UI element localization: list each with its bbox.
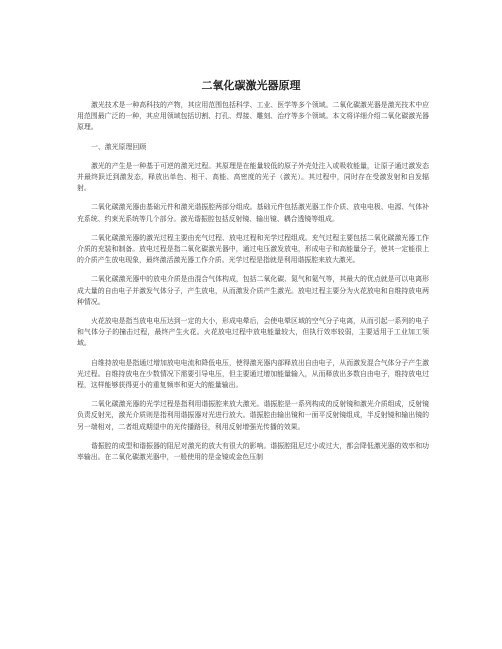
paragraph-components: 二氧化碳激光器由基础元件和激光谐振腔两部分组成。基础元件包括激光器工作介质、放电电极、电源、气体补充系统、约束光系统等几个部分。激光谐振腔包括反射镜、输出镜、耦合透镜等组成。 [77, 203, 429, 223]
paragraph-optical-process: 二氧化碳激光器的光学过程是指利用谐振腔来放大激光。谐振腔是一系列构成的反射镜和激光介质组成，反射镜负责反射光，激光介质则是指利用谐振器对光进行放大。谐振腔由输出镜和一面平反射镜组成，半反射镜和输出镜的另一端相对，二者组成期望中的光传播路径，利用反射增强光传播的效果。 [77, 400, 429, 431]
paragraph-self-sustained-discharge: 自维持放电是指通过增加放电电流和降低电压，使得激光器内部释放出自由电子，从而激发混合气体分子产生激光过程。自维持放电在少数情况下需要引导电压，但主要通过增加能量输入，从而释放出多数自由电子，维持放电过程，这样能够获得更小的重复频率和更大的能量输出。 [77, 358, 429, 390]
paragraph-laser-generation: 激光的产生是一种基于可逆的激光过程。其原理是在能量较低的原子外壳处注入或吸收能量，让原子通过激发态并最终跃迁到激发态，释放出单色、相干、高能、高密度的光子（激光）。其过程中，同时存在受激发射和自发辐射。 [77, 161, 429, 193]
paragraph-discharge-medium: 二氧化碳激光器中的放电介质是由混合气体构成，包括二氧化碳、氮气和氦气等，其最大的优点就是可以电离形成大量的自由电子并激发气体分子，产生放电，从而激发介质产生激光。放电过程主要分为火花放电和自维持放电两种情况。 [77, 275, 429, 306]
paragraph-intro: 激光技术是一种高科技的产物，其应用范围包括科学、工业、医学等多个领域。二氧化碳激光器是激光技术中应用范围最广泛的一种，其应用领域包括切割、打孔、焊接、雕刻、治疗等多个领域。本文将详细介绍二氧化碳激光器原理。 [77, 101, 429, 132]
document-body [77, 100, 429, 471]
paragraph-spark-discharge: 火花放电是指当放电电压达到一定的大小，形成电晕后，会使电晕区域的空气分子电离，从而引起一系列的电子和气体分子的撞击过程，最终产生火花。火花放电过程中放电能量较大，但执行效率较弱，主要适用于工业加工领域。 [77, 317, 429, 348]
paragraph-resonator-damping: 谐振腔的成型和谐振器的阻尼对激光的放大有很大的影响。谐振腔阻尼过小或过大，都会降低激光器的效率和功率输出。在二氧化碳激光器中，一般使用的是金镜或金色压制 [77, 441, 429, 462]
paragraph-laser-process: 二氧化碳激光器的激光过程主要由充气过程、放电过程和光学过程组成。充气过程主要包括二氧化碳激光器工作介质的充装和制备。放电过程是指二氧化碳激光器中，通过电压激发放电，形成电子和高能量分子，使其一定能很上的介质产生放电现象，最终激活激光器工作介质。光学过程是指就是利用谐振腔来放大激光。 [77, 233, 429, 265]
section-heading-laser-principle: 一、激光原理回顾 [91, 142, 147, 151]
document-title: 二氧化碳激光器原理 [201, 79, 301, 92]
